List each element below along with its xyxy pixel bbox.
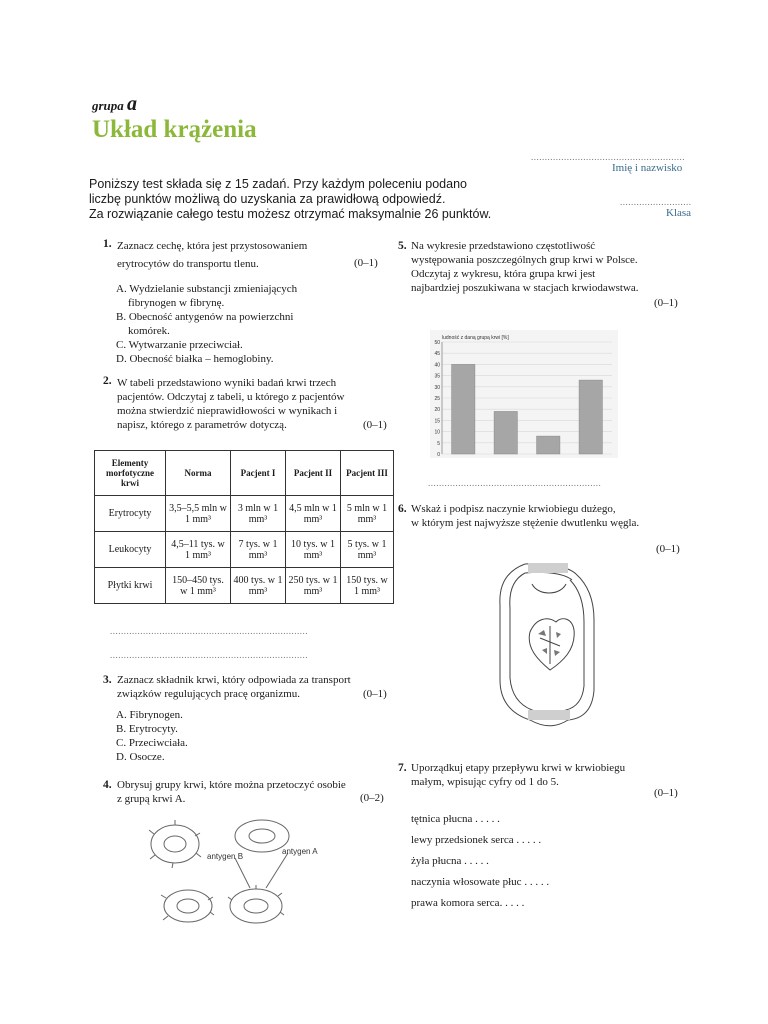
question-line: pacjentów. Odczytaj z tabeli, u którego z pacjentów <box>117 391 345 403</box>
table-cell: 10 tys. w 1 mm³ <box>286 532 341 568</box>
question-5-text <box>411 239 691 295</box>
question-1-text <box>117 239 387 271</box>
bar-chart-svg <box>430 330 618 458</box>
table-cell: 3,5–5,5 mln w 1 mm³ <box>166 496 231 532</box>
order-item[interactable]: żyła płucna . . . . . <box>411 855 489 867</box>
question-5-score: (0–1) <box>654 297 678 309</box>
chart-bar <box>452 364 475 454</box>
option-c[interactable]: C. Przeciwciała. <box>116 737 188 749</box>
question-line: występowania poszczególnych grup krwi w Polsce. <box>411 254 638 266</box>
question-line: Wskaż i podpisz naczynie krwiobiegu dużego, <box>411 503 616 515</box>
group-word: grupa <box>92 98 124 113</box>
name-dotted-line[interactable]: ........................................................ <box>531 152 685 162</box>
answer-line[interactable]: ........................................................................ <box>110 650 308 660</box>
question-number: 3. <box>103 674 112 686</box>
page-title: Układ krążenia <box>92 116 257 143</box>
question-line: Na wykresie przedstawiono częstotliwość <box>411 240 596 252</box>
option-a-cont: fibrynogen w fibrynę. <box>128 297 225 309</box>
question-line: małym, wpisując cyfry od 1 do 5. <box>411 776 559 788</box>
blood-cells-illustration[interactable] <box>140 808 330 948</box>
question-line: Uporządkuj etapy przepływu krwi w krwiobiegu <box>411 762 626 774</box>
question-number: 7. <box>398 762 407 774</box>
table-cell: 4,5 mln w 1 mm³ <box>286 496 341 532</box>
chart-y-axis-label: ludność z daną grupą krwi [%] <box>442 335 509 341</box>
table-header: Pacjent III <box>341 451 394 496</box>
option-b[interactable]: B. Erytrocyty. <box>116 723 178 735</box>
option-c[interactable]: C. Wytwarzanie przeciwciał. <box>116 339 243 351</box>
table-cell: 4,5–11 tys. w 1 mm³ <box>166 532 231 568</box>
question-4-score: (0–2) <box>360 792 384 804</box>
answer-line[interactable]: ........................................................................ <box>110 626 308 636</box>
option-d[interactable]: D. Obecność białka – hemoglobiny. <box>116 353 274 365</box>
intro-text <box>89 177 529 222</box>
question-3-score: (0–1) <box>363 688 387 700</box>
answer-line[interactable]: ............................................................... <box>428 478 602 488</box>
chart-y-tick-label: 30 <box>434 384 440 391</box>
question-line: Odczytaj z wykresu, która grupa krwi jest <box>411 268 596 280</box>
question-line: Zaznacz cechę, która jest przystosowaniem <box>117 240 308 252</box>
table-header-row <box>95 451 394 496</box>
name-label: Imię i nazwisko <box>612 162 683 174</box>
question-number: 1. <box>103 238 112 250</box>
red-blood-cell-icon[interactable] <box>161 890 214 922</box>
question-2-text <box>117 376 392 432</box>
question-6-text <box>411 502 701 530</box>
table-cell: Erytrocyty <box>95 496 166 532</box>
question-line: z grupą krwi A. <box>117 793 186 805</box>
table-row <box>95 532 394 568</box>
table-cell: 250 tys. w 1 mm³ <box>286 568 341 604</box>
option-b[interactable]: B. Obecność antygenów na powierzchni <box>116 311 294 323</box>
table-cell: 400 tys. w 1 mm³ <box>231 568 286 604</box>
option-b-cont: komórek. <box>128 325 170 337</box>
chart-y-tick-label: 20 <box>434 407 440 414</box>
chart-bar <box>579 380 602 454</box>
antigen-a-label: antygen A <box>282 847 318 856</box>
question-line: związków regulujących pracę organizmu. <box>117 688 301 700</box>
question-line: napisz, którego z parametrów dotyczą. <box>117 419 287 431</box>
order-item[interactable]: lewy przedsionek serca . . . . . <box>411 834 542 846</box>
chart-y-tick-label: 15 <box>434 418 440 425</box>
blood-results-table <box>94 450 394 604</box>
table-header: Norma <box>166 451 231 496</box>
chart-y-tick-label: 10 <box>434 429 440 436</box>
question-line: W tabeli przedstawiono wyniki badań krwi trzech <box>117 377 337 389</box>
question-line: erytrocytów do transportu tlenu. <box>117 258 259 270</box>
table-header: Pacjent I <box>231 451 286 496</box>
table-cell: Leukocyty <box>95 532 166 568</box>
antigen-b-label: antygen B <box>207 852 244 861</box>
class-label: Klasa <box>666 207 692 219</box>
red-blood-cell-icon[interactable] <box>228 885 284 923</box>
question-2-score: (0–1) <box>363 419 387 431</box>
intro-line: liczbę punktów możliwą do uzyskania za prawidłową odpowiedź. <box>89 192 446 206</box>
intro-line: Poniższy test składa się z 15 zadań. Przy każdym poleceniu podano <box>89 177 467 191</box>
question-number: 5. <box>398 240 407 252</box>
question-6-score: (0–1) <box>656 543 680 555</box>
chart-y-tick-label: 35 <box>434 373 440 380</box>
chart-bar <box>537 436 560 454</box>
class-dotted-line[interactable]: .......................... <box>620 197 692 207</box>
table-cell: Płytki krwi <box>95 568 166 604</box>
question-line: najbardziej poszukiwana w stacjach krwiodawstwa. <box>411 282 639 294</box>
table-cell: 7 tys. w 1 mm³ <box>231 532 286 568</box>
circulation-diagram[interactable] <box>490 560 610 750</box>
lung-capillaries <box>528 563 568 573</box>
red-blood-cell-icon[interactable] <box>149 820 201 868</box>
order-item[interactable]: naczynia włosowate płuc . . . . . <box>411 876 550 888</box>
question-line: można stwierdzić nieprawidłowości w wynikach i <box>117 405 338 417</box>
question-7-text <box>411 761 701 789</box>
table-header: Elementy morfotyczne krwi <box>95 451 166 496</box>
question-1-score: (0–1) <box>354 257 378 269</box>
question-7-score: (0–1) <box>654 787 678 799</box>
chart-y-tick-label: 40 <box>434 362 440 369</box>
table-cell: 5 tys. w 1 mm³ <box>341 532 394 568</box>
red-blood-cell-icon[interactable] <box>235 820 289 852</box>
table-cell: 5 mln w 1 mm³ <box>341 496 394 532</box>
blood-group-chart <box>430 330 618 458</box>
group-label <box>92 93 137 116</box>
order-item[interactable]: prawa komora serca. . . . . <box>411 897 525 909</box>
option-a[interactable]: A. Fibrynogen. <box>116 709 183 721</box>
order-item[interactable]: tętnica płucna . . . . . <box>411 813 500 825</box>
chart-bar <box>494 411 517 454</box>
chart-y-tick-label: 50 <box>434 340 440 346</box>
table-row <box>95 496 394 532</box>
chart-y-tick-label: 0 <box>437 452 440 458</box>
option-d[interactable]: D. Osocze. <box>116 751 165 763</box>
question-3-text <box>117 673 397 701</box>
group-letter: a <box>127 93 138 115</box>
chart-y-tick-label: 45 <box>434 351 440 358</box>
question-number: 6. <box>398 503 407 515</box>
question-number: 4. <box>103 779 112 791</box>
question-line: Obrysuj grupy krwi, które można przetoczyć osobie <box>117 779 346 791</box>
question-number: 2. <box>103 375 112 387</box>
question-line: w którym jest najwyższe stężenie dwutlenku węgla. <box>411 517 640 529</box>
question-3-options <box>116 708 188 764</box>
chart-y-tick-label: 5 <box>437 440 440 447</box>
option-a[interactable]: A. Wydzielanie substancji zmieniających <box>116 283 298 295</box>
table-cell: 3 mln w 1 mm³ <box>231 496 286 532</box>
intro-line: Za rozwiązanie całego testu możesz otrzymać maksymalnie 26 punktów. <box>89 207 492 221</box>
chart-y-tick-label: 25 <box>434 396 440 402</box>
table-cell: 150–450 tys. w 1 mm³ <box>166 568 231 604</box>
question-1-options <box>116 282 356 366</box>
table-cell: 150 tys. w 1 mm³ <box>341 568 394 604</box>
table-header: Pacjent II <box>286 451 341 496</box>
question-line: Zaznacz składnik krwi, który odpowiada za transport <box>117 674 351 686</box>
body-capillaries <box>528 710 570 720</box>
table-row <box>95 568 394 604</box>
